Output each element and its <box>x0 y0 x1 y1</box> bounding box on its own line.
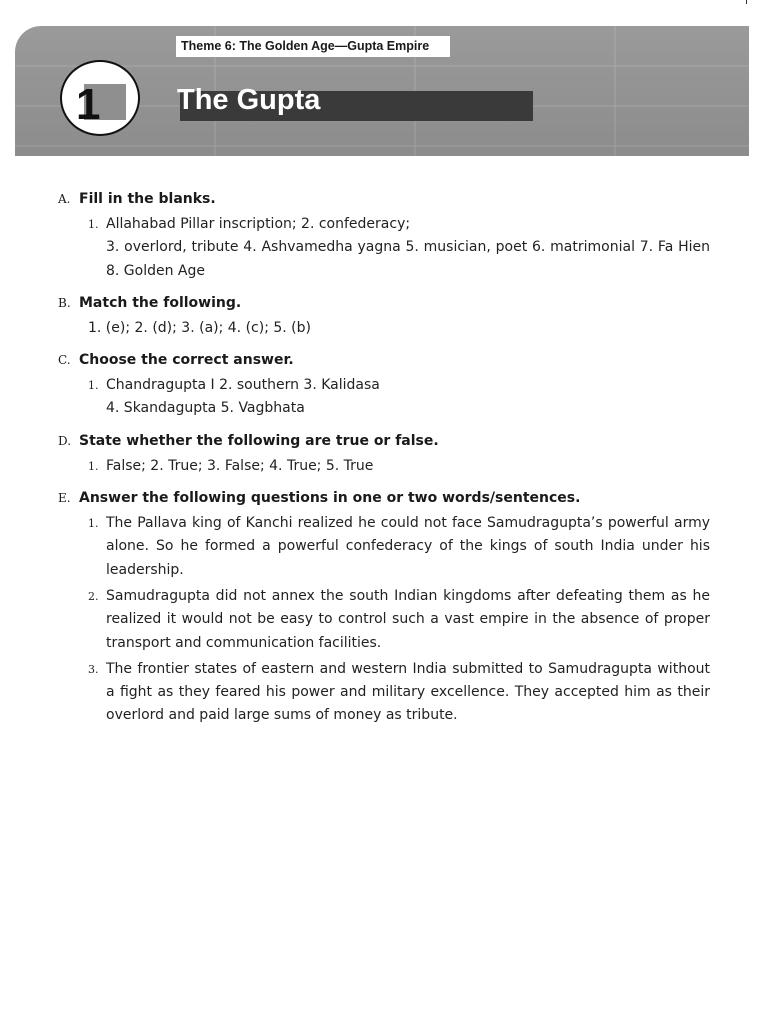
section-fill-in-blanks <box>58 188 710 283</box>
section-true-false <box>58 430 710 478</box>
item-line: Samudragupta did not annex the south Indian kingdoms after defeating them as he realized it would not be easy to control such a vast empire in the absence of proper transport and communication facilities. <box>106 587 710 651</box>
section-heading <box>58 292 710 314</box>
list-item <box>58 512 710 582</box>
item-line: False; 2. True; 3. False; 4. True; 5. True <box>106 457 374 474</box>
chapter-title: The Gupta <box>177 84 321 116</box>
item-line: The frontier states of eastern and western India submitted to Samudragupta without a fight as they feared his power and military excellence. They accepted him as their overlord and paid large sums of money as tribute. <box>106 660 710 724</box>
section-heading-text: State whether the following are true or false. <box>79 432 439 449</box>
item-number: 1. <box>88 218 99 231</box>
item-number: 2. <box>88 589 99 603</box>
section-choose-correct <box>58 349 710 421</box>
section-letter: A. <box>58 192 71 206</box>
section-heading-text: Choose the correct answer. <box>79 352 294 369</box>
item-line: Allahabad Pillar inscription; 2. confederacy; <box>106 216 411 232</box>
item-line: The Pallava king of Kanchi realized he could not face Samudragupta’s powerful army alone. So he formed a powerful confederacy of the kings of south India under his leadership. <box>106 515 710 578</box>
item-number: 1. <box>88 459 99 473</box>
answer-content <box>58 188 710 737</box>
list-item <box>58 455 710 478</box>
item-number: 1. <box>88 517 99 531</box>
list-item <box>58 585 710 655</box>
section-heading-text: Match the following. <box>79 294 242 311</box>
item-number: 1. <box>88 379 99 393</box>
section-match-following <box>58 292 710 340</box>
chapter-number: 1 <box>76 80 101 129</box>
page-corner-mark <box>746 0 747 4</box>
item-line: 4. Skandagupta 5. Vagbhata <box>106 400 305 417</box>
item-line: Chandragupta I 2. southern 3. Kalidasa <box>106 377 380 394</box>
section-letter: C. <box>58 353 71 368</box>
item-line: 3. overlord, tribute 4. Ashvamedha yagna 5. musician, poet 6. matrimonial 7. Fa Hien 8. Golden Age <box>106 239 710 279</box>
section-short-answers <box>58 487 710 728</box>
list-item <box>58 374 710 421</box>
item-number: 3. <box>88 662 99 676</box>
section-letter: B. <box>58 295 71 310</box>
item-line: 1. (e); 2. (d); 3. (a); 4. (c); 5. (b) <box>88 319 311 336</box>
theme-label: Theme 6: The Golden Age—Gupta Empire <box>176 36 450 57</box>
section-letter: D. <box>58 433 72 448</box>
section-heading <box>58 487 710 509</box>
section-heading-text: Fill in the blanks. <box>79 191 216 207</box>
section-heading-text: Answer the following questions in one or two words/sentences. <box>79 490 581 507</box>
section-letter: E. <box>58 491 71 506</box>
section-heading <box>58 349 710 371</box>
section-heading <box>58 430 710 452</box>
list-item <box>58 213 710 283</box>
list-item <box>58 317 710 340</box>
list-item <box>58 658 710 728</box>
section-heading <box>58 188 710 210</box>
